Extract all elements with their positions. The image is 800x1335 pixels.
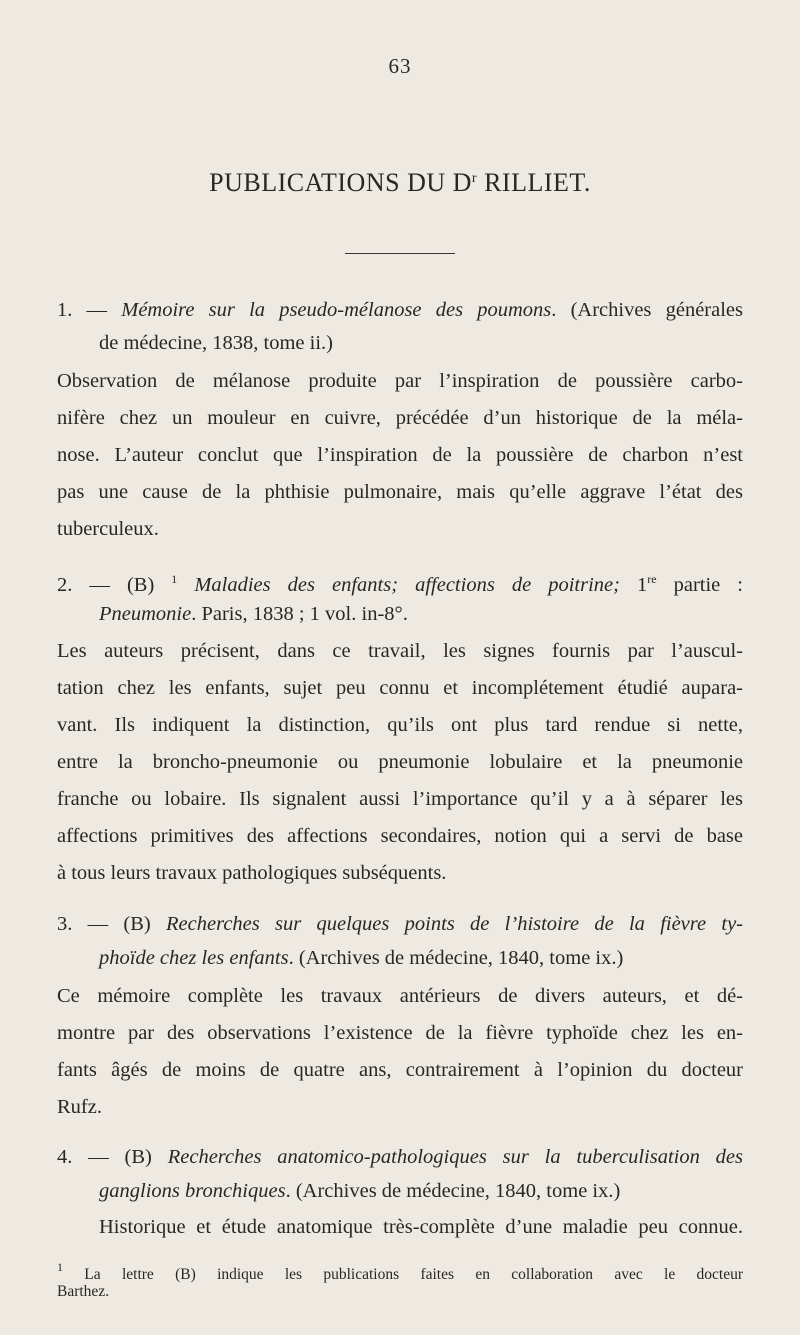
- entry-2-ordinal: 1: [619, 574, 648, 596]
- footnote-marker: 1: [171, 572, 178, 586]
- entry-2-source: . Paris, 1838 ; 1 vol. in-8°.: [191, 603, 408, 625]
- entry-3-title-cont: phoïde chez les enfants: [99, 947, 289, 969]
- entry-3-body-line: Rufz.: [57, 1096, 102, 1118]
- entry-2-heading-cont: [99, 601, 408, 627]
- entry-3-body-line: Ce mémoire complète les travaux antérieurs de divers auteurs, et dé-: [57, 985, 743, 1007]
- entry-3-title: Recherches sur quelques points de l’histoire de la fièvre ty-: [166, 913, 743, 935]
- entry-3-body-line: montre par des observations l’existence de la fièvre typhoïde chez les en-: [57, 1022, 743, 1044]
- entry-2-body-line: vant. Ils indiquent la distinction, qu’ils ont plus tard rendue si nette,: [57, 714, 743, 736]
- entry-4-title-cont: ganglions bronchiques: [99, 1180, 286, 1202]
- entry-2-body-line: entre la broncho-pneumonie ou pneumonie lobulaire et la pneumonie: [57, 751, 743, 773]
- footnote-text: La lettre (B) indique les publications faites en collaboration avec le docteur: [63, 1266, 743, 1283]
- title-suffix: RILLIET.: [477, 168, 591, 197]
- entry-1-dash: —: [72, 299, 122, 321]
- page-number: 63: [388, 54, 412, 78]
- entry-2-body-line: tation chez les enfants, sujet peu connu et incomplétement étudié aupara-: [57, 677, 743, 699]
- entry-1-body-line: pas une cause de la phthisie pulmonaire, mais qu’elle aggrave l’état des: [57, 481, 743, 503]
- title-sup: r: [471, 171, 478, 186]
- entry-3-body-line: fants âgés de moins de quatre ans, contrairement à l’opinion du docteur: [57, 1059, 743, 1081]
- entry-3-number: 3.: [57, 913, 73, 935]
- entry-1-heading: [57, 297, 743, 323]
- entry-2-body-line: Les auteurs précisent, dans ce travail, les signes fournis par l’auscul-: [57, 640, 743, 662]
- title-divider: [345, 253, 455, 254]
- title-prefix: PUBLICATIONS DU D: [209, 168, 472, 197]
- entry-2-ordinal-sup: re: [647, 572, 657, 586]
- page-title: [0, 168, 800, 198]
- entry-1-number: 1.: [57, 299, 73, 321]
- entry-2-title: Maladies des enfants; affections de poitrine;: [177, 574, 620, 596]
- entry-4-body-line: Historique et étude anatomique très-complète d’une maladie peu connue.: [99, 1216, 743, 1238]
- entry-2-body-line: à tous leurs travaux pathologiques subséquents.: [57, 862, 447, 884]
- footnote-cont: Barthez.: [57, 1283, 110, 1300]
- entry-4-source: . (Archives de médecine, 1840, tome ix.): [285, 1180, 621, 1202]
- entry-1-body-line: tuberculeux.: [57, 518, 159, 540]
- entry-1-heading-cont: de médecine, 1838, tome ii.): [99, 332, 333, 354]
- entry-1-source: . (Archives générales: [551, 299, 743, 321]
- entry-1-title: Mémoire sur la pseudo-mélanose des poumons: [121, 299, 552, 321]
- entry-2-number: 2.: [57, 574, 73, 596]
- entry-2-dash: — (B): [72, 574, 172, 596]
- entry-2-body-line: affections primitives des affections secondaires, notion qui a servi de base: [57, 825, 743, 847]
- entry-4-dash: — (B): [72, 1146, 168, 1168]
- entry-3-heading: [57, 911, 743, 937]
- entry-1-body-line: nifère chez un mouleur en cuivre, précédée d’un historique de la méla-: [57, 407, 743, 429]
- entry-3-heading-cont: [99, 945, 623, 971]
- entry-2-subtitle: Pneumonie: [99, 603, 192, 625]
- entry-4-title: Recherches anatomico-pathologiques sur la tuberculisation des: [167, 1146, 743, 1168]
- entry-2-heading: [57, 566, 743, 598]
- footnote-number: 1: [57, 1260, 63, 1274]
- entry-4-number: 4.: [57, 1146, 73, 1168]
- entry-1-body-line: nose. L’auteur conclut que l’inspiration de la poussière de charbon n’est: [57, 444, 743, 466]
- entry-2-body-line: franche ou lobaire. Ils signalent aussi l’importance qu’il y a à séparer les: [57, 788, 743, 810]
- entry-4-heading-cont: [99, 1178, 620, 1204]
- entry-3-dash: — (B): [72, 913, 167, 935]
- entry-1-body-line: Observation de mélanose produite par l’inspiration de poussière carbo-: [57, 370, 743, 392]
- footnote: [57, 1254, 743, 1288]
- entry-3-source: . (Archives de médecine, 1840, tome ix.): [288, 947, 624, 969]
- entry-4-heading: [57, 1144, 743, 1170]
- entry-2-part: partie :: [656, 574, 743, 596]
